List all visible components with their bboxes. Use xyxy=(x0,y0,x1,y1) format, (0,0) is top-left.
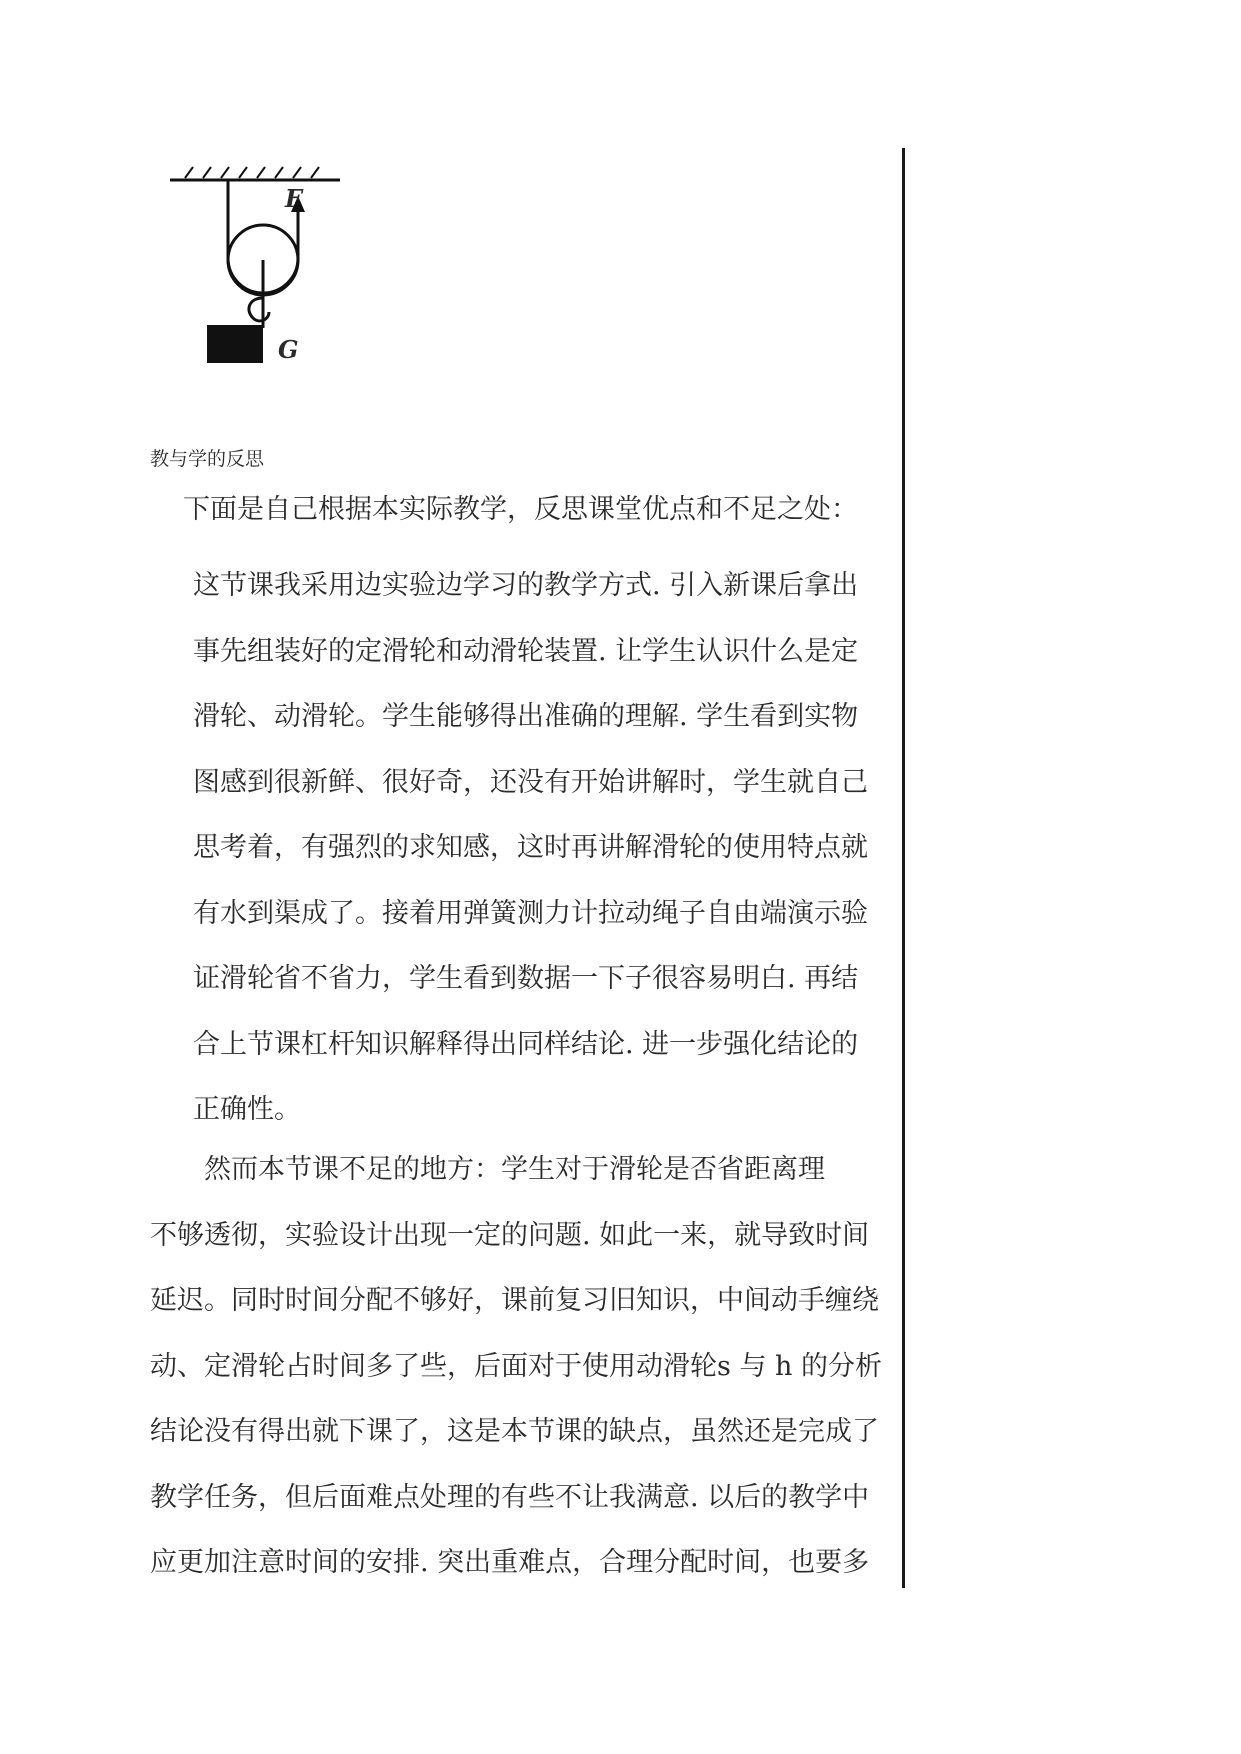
intro-paragraph: 下面是自己根据本实际教学，反思课堂优点和不足之处： xyxy=(183,494,858,525)
section-title: 教与学的反思 xyxy=(150,448,265,470)
reflection-paragraph-strengths: 这节课我采用边实验边学习的教学方式. 引入新课后拿出 事先组装好的定滑轮和动滑轮装置. 让学生认识什么是定 滑轮、动滑轮。学生能够得出准确的理解. 学生看到实物 图感到很新鲜、很好奇，还没有开始讲解时，学生就自己 思考着，有强烈的求知感，这时再讲解滑轮的使用特点就 有水到渠成了。接着用弹簧测力计拉动绳子自由端演示验 证滑轮省不省力，学生看到数据一下子很容易明白. 再结 合上节课杠杆知识解释得出同样结论. 进一步强化结论的 正确性。 xyxy=(193,570,868,1125)
pulley-diagram xyxy=(165,160,355,405)
weight-label: G xyxy=(278,335,299,364)
reflection-paragraph-weaknesses: 然而本节课不足的地方：学生对于滑轮是否省距离理 不够透彻，实验设计出现一定的问题. 如此一来，就导致时间 延迟。同时时间分配不够好，课前复习旧知识，中间动手缠绕 动、定滑轮占时间多了些，后面对于使用动滑轮s 与 h 的分析 结论没有得出就下课了，这是本节课的缺点，虽然还是完成了 教学任务，但后面难点处理的有些不让我满意. 以后的教学中 应更加注意时间的安排. 突出重难点，合理分配时间，也要多 xyxy=(150,1154,882,1578)
force-label: F xyxy=(285,184,303,213)
